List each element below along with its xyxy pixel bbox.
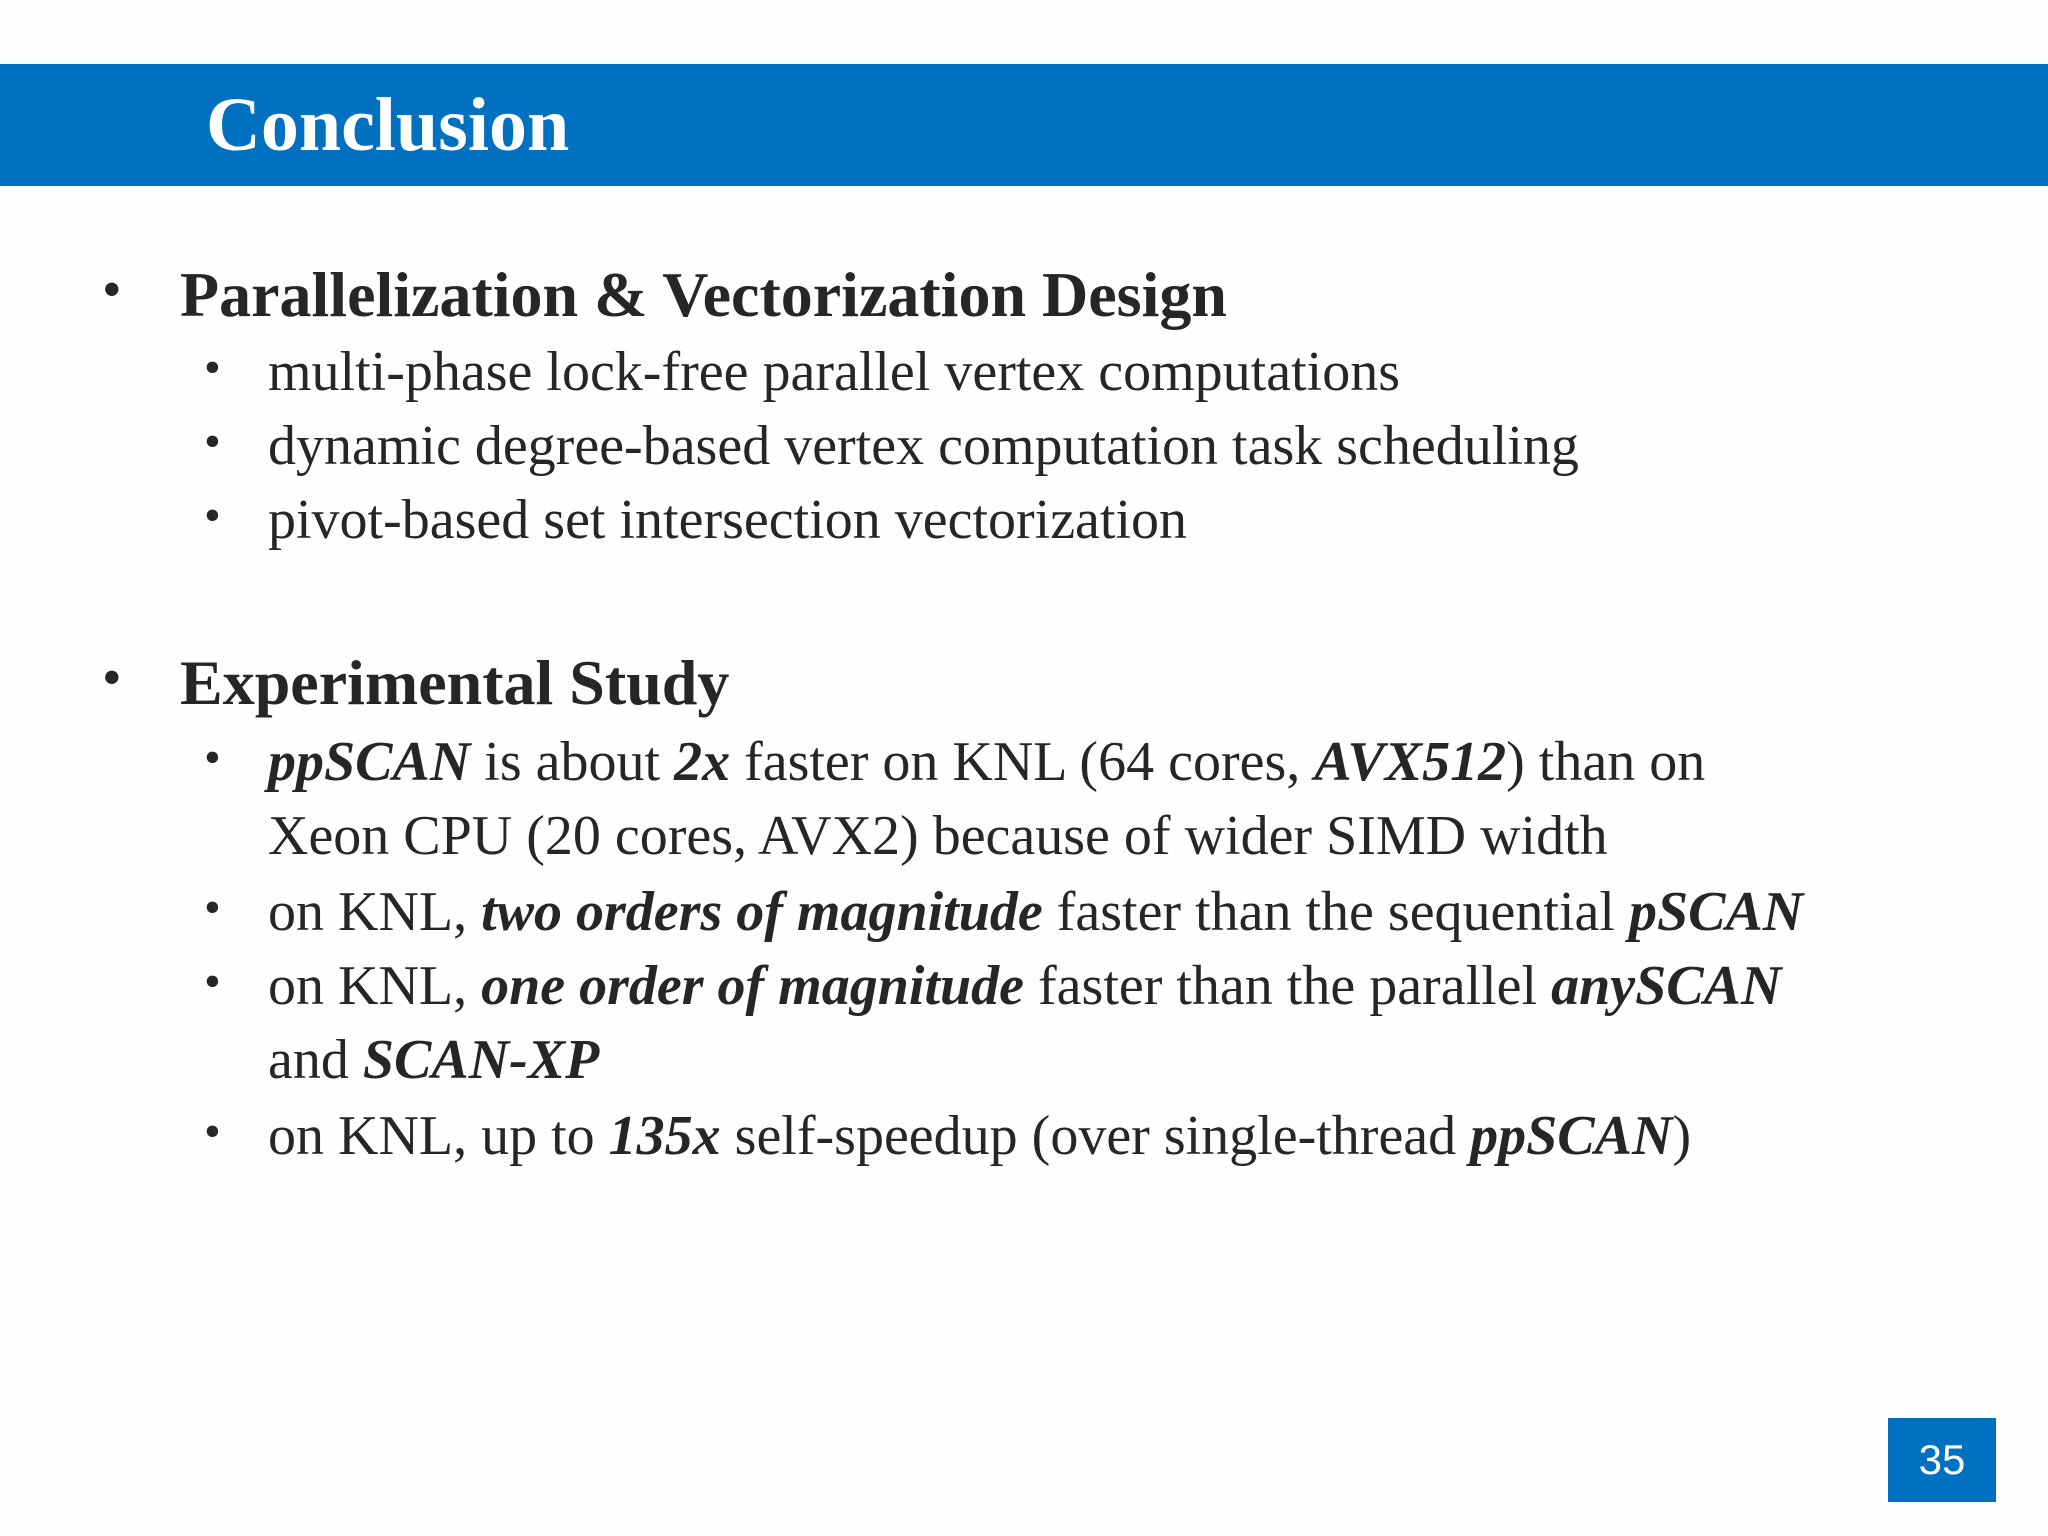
text-run: ) than on (1506, 731, 1706, 793)
bullet-dot: • (204, 341, 221, 394)
text-run: and (268, 1029, 363, 1091)
list-item-continuation (268, 1028, 599, 1092)
list-item-text (268, 730, 1705, 794)
bullet-dot: • (204, 489, 221, 542)
bullet-dot: • (204, 881, 221, 934)
text-run: on KNL, (268, 955, 482, 1017)
text-run: self-speedup (over single-thread (720, 1105, 1471, 1167)
text-run: on KNL, up to (268, 1105, 609, 1167)
list-item-text: multi-phase lock-free parallel vertex computations (268, 341, 1401, 403)
bullet-dot: • (204, 955, 221, 1008)
list-item-text: dynamic degree-based vertex computation task scheduling (268, 415, 1579, 477)
emphasis: two orders of magnitude (481, 881, 1043, 943)
list-item-text (268, 954, 1781, 1018)
emphasis: SCAN-XP (362, 1029, 600, 1091)
bullet-dot: • (204, 1105, 221, 1158)
emphasis: pSCAN (1628, 881, 1804, 943)
emphasis: one order of magnitude (481, 955, 1025, 1017)
list-item-text (268, 880, 1803, 944)
text-run: is about (470, 731, 675, 793)
page-number: 35 (1888, 1418, 1996, 1502)
section-heading-text: Parallelization & Vectorization Design (180, 259, 1227, 330)
list-item-text (268, 1104, 1691, 1168)
bullet-dot: • (204, 415, 221, 468)
list-item-continuation: Xeon CPU (20 cores, AVX2) because of wider SIMD width (268, 805, 1608, 867)
emphasis: ppSCAN (268, 731, 471, 793)
text-run: faster on KNL (64 cores, (730, 731, 1315, 793)
text-run: faster than the sequential (1042, 881, 1629, 943)
emphasis: anySCAN (1551, 955, 1782, 1017)
list-item-text: pivot-based set intersection vectorization (268, 489, 1188, 551)
emphasis: 135x (608, 1105, 721, 1167)
bullet-dot: • (102, 647, 122, 709)
bullet-dot: • (102, 259, 122, 321)
emphasis: 2x (674, 731, 731, 793)
section-heading-text: Experimental Study (180, 647, 730, 718)
slide-title: Conclusion (206, 83, 570, 167)
text-run: ) (1672, 1105, 1692, 1167)
bullet-dot: • (204, 731, 221, 784)
emphasis: ppSCAN (1470, 1105, 1673, 1167)
text-run: faster than the parallel (1024, 955, 1552, 1017)
title-bar (0, 64, 2048, 186)
emphasis: AVX512 (1314, 731, 1507, 793)
text-run: on KNL, (268, 881, 482, 943)
